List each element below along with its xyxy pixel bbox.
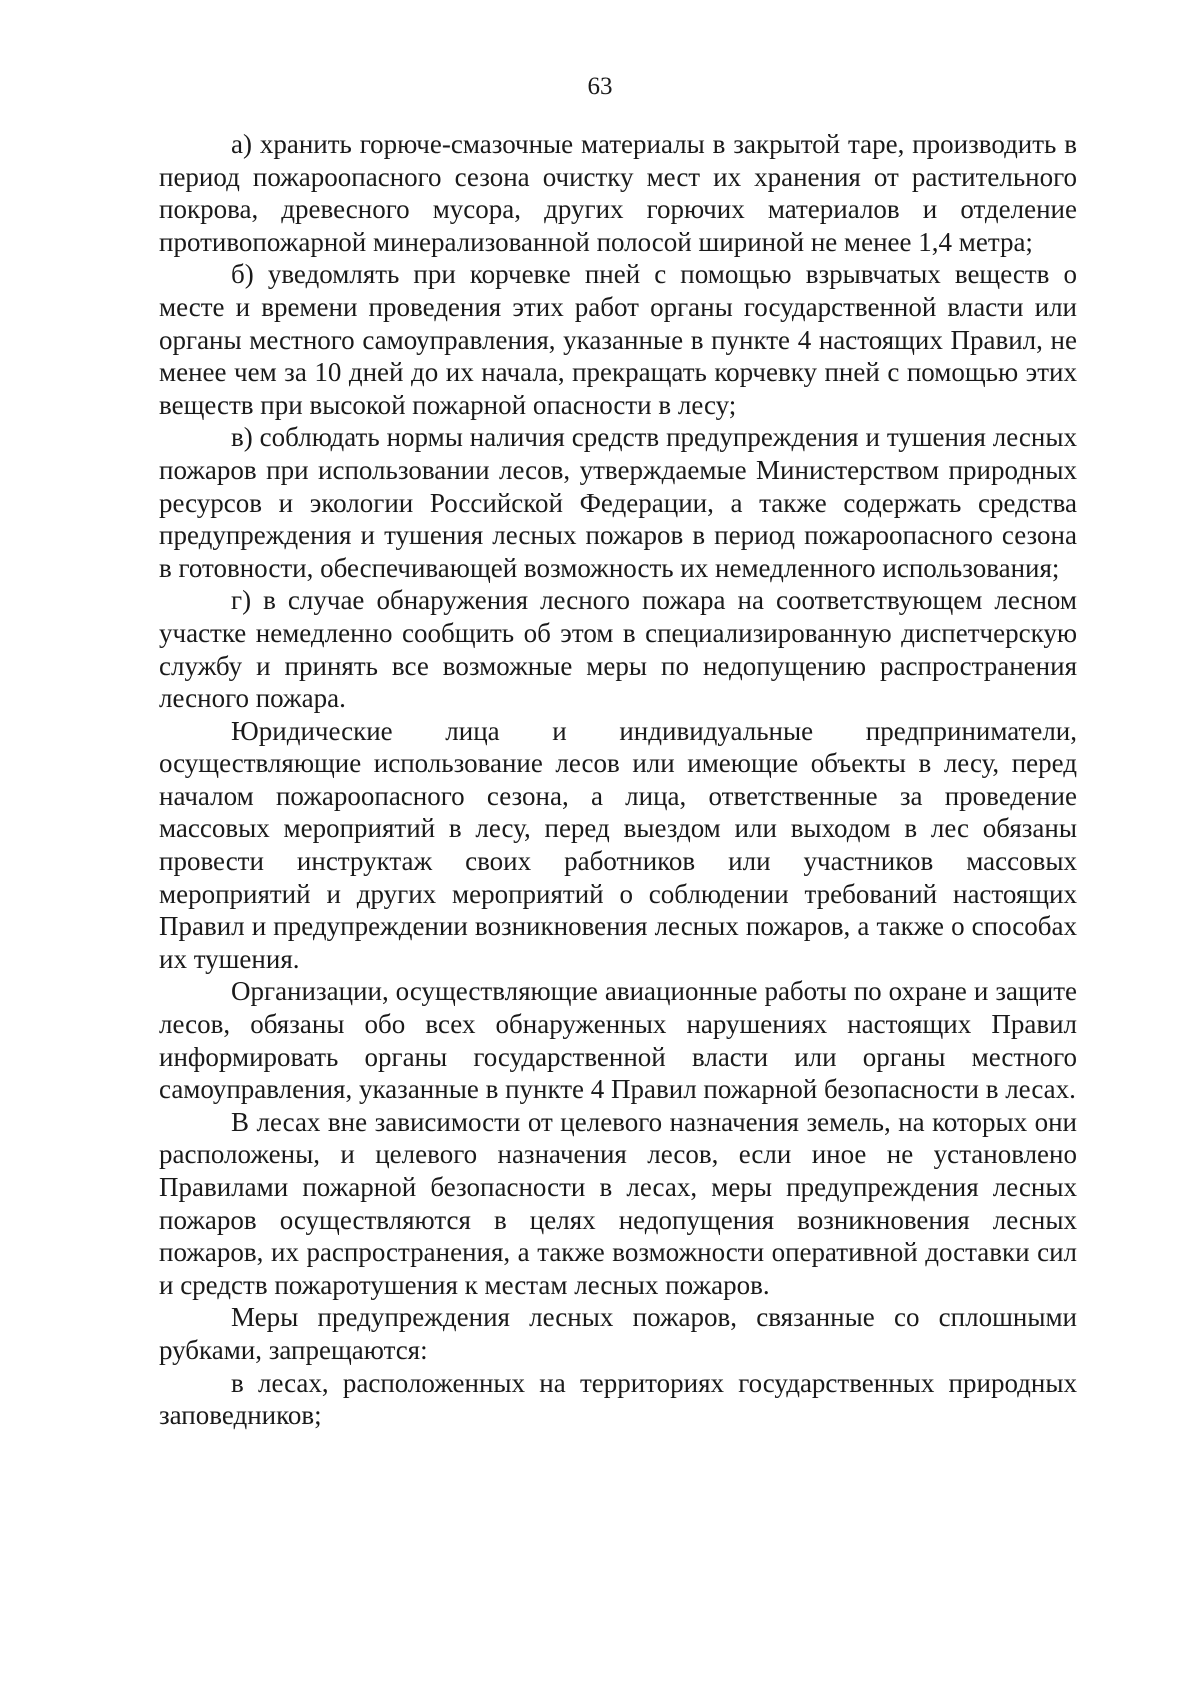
paragraph-clear-cutting-prohibition: Меры предупреждения лесных пожаров, связанные со сплошными рубками, запрещаются: [159,1302,1077,1365]
paragraph-legal-entities: Юридические лица и индивидуальные предприниматели, осуществляющие использование лесов или имеющие объекты в лесу, перед началом пожароопасного сезона, а лица, ответственные за проведение массовых мероприятий в лесу, перед выездом или выходом в лес обязаны провести инструктаж своих работников или участников массовых мероприятий и других мероприятий о соблюдении требований настоящих Правил и предупреждении возникновения лесных пожаров, а также о способах их тушения. [159,715,1077,974]
paragraph-item-v: в) соблюдать нормы наличия средств предупреждения и тушения лесных пожаров при использовании лесов, утверждаемые Министерством природных ресурсов и экологии Российской Федерации, а также содержать средства предупреждения и тушения лесных пожаров в период пожароопасного сезона в готовности, обеспечивающей возможность их немедленного использования; [159,422,1077,583]
document-body [159,128,1077,1432]
paragraph-item-g: г) в случае обнаружения лесного пожара на соответствующем лесном участке немедленно сообщить об этом в специализированную диспетчерскую службу и принять все возможные меры по недопущению распространения лесного пожара. [159,585,1077,714]
paragraph-aviation-organizations: Организации, осуществляющие авиационные работы по охране и защите лесов, обязаны обо всех обнаруженных нарушениях настоящих Правил информировать органы государственной власти или органы местного самоуправления, указанные в пункте 4 Правил пожарной безопасности в лесах. [159,976,1077,1105]
page-number: 63 [587,73,613,100]
paragraph-forest-fire-prevention: В лесах вне зависимости от целевого назначения земель, на которых они расположены, и целевого назначения лесов, если иное не установлено Правилами пожарной безопасности в лесах, меры предупреждения лесных пожаров осуществляются в целях недопущения возникновения лесных пожаров, их распространения, а также возможности оперативной доставки сил и средств пожаротушения к местам лесных пожаров. [159,1106,1077,1300]
paragraph-item-a: а) хранить горюче-смазочные материалы в закрытой таре, производить в период пожароопасного сезона очистку мест их хранения от растительного покрова, древесного мусора, других горючих материалов и отделение противопожарной минерализованной полосой шириной не менее 1,4 метра; [159,129,1077,257]
paragraph-item-b: б) уведомлять при корчевке пней с помощью взрывчатых веществ о месте и времени проведения этих работ органы государственной власти или органы местного самоуправления, указанные в пункте 4 настоящих Правил, не менее чем за 10 дней до их начала, прекращать корчевку пней с помощью этих веществ при высокой пожарной опасности в лесу; [159,259,1077,420]
paragraph-nature-reserves: в лесах, расположенных на территориях государственных природных заповедников; [159,1367,1077,1431]
